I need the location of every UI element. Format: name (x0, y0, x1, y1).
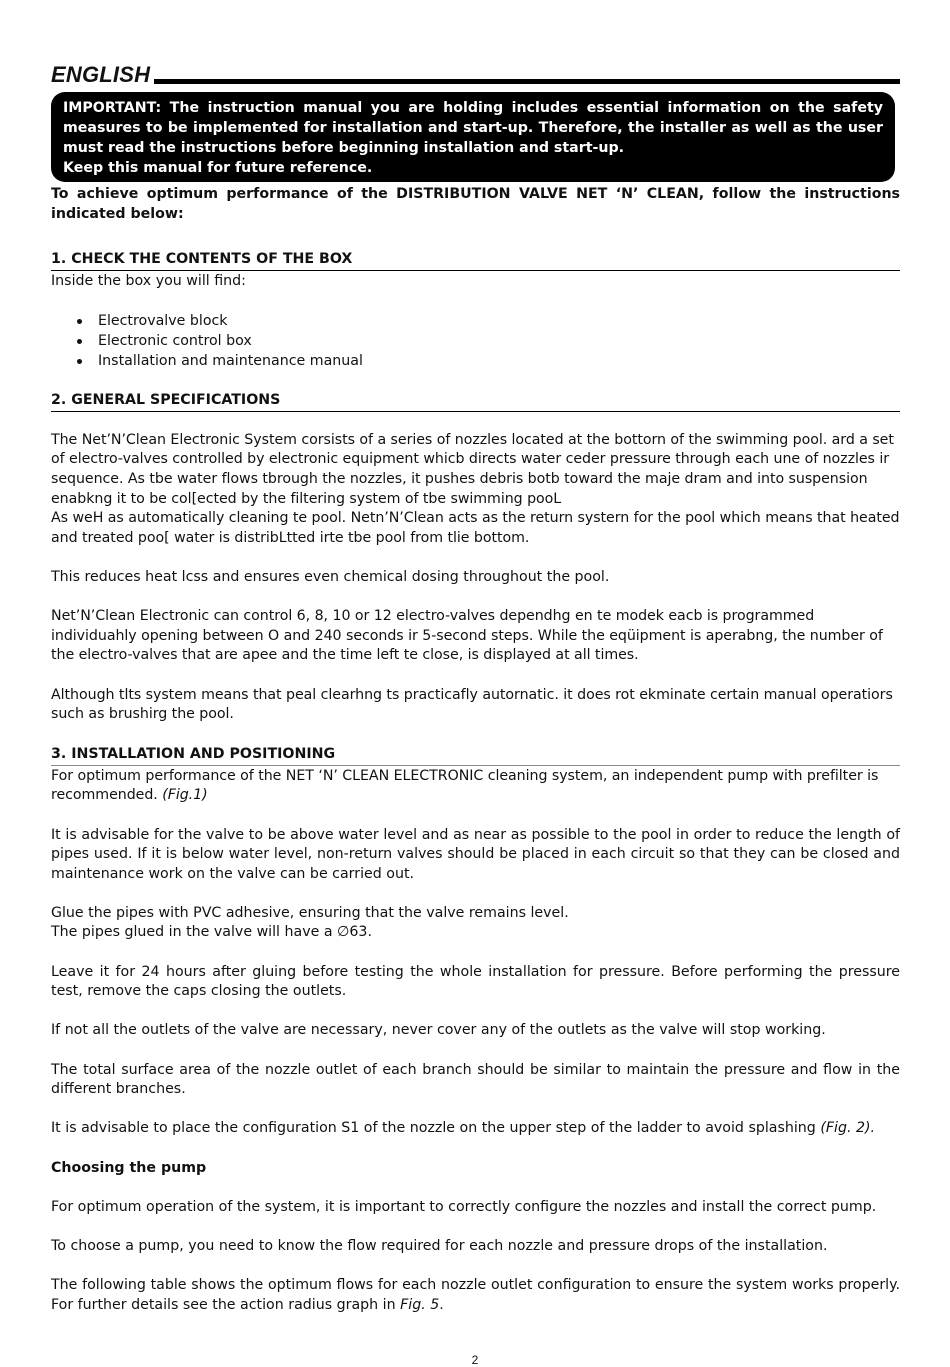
section-3-title: 3. INSTALLATION AND POSITIONING (51, 744, 900, 766)
figure-reference: Fig. 5 (400, 1296, 440, 1313)
section-2-paragraph: The Net’N’Clean Electronic System corsists of a series of nozzles located at the bottorn of the swimming pool. ard a set of electro-valves controlled by electronic equipment whicb directs water ceder pressure through each une of nozzles ir sequence. As tbe water flows tbrough the nozzles, it pushes debris botb toward the maje dram and into suspension enabkng it to be col[ected by the filtering system of tbe swimming pooL (51, 431, 894, 507)
language-title: ENGLISH (51, 62, 151, 87)
important-notice-box (51, 92, 895, 182)
section-3-paragraph: Leave it for 24 hours after gluing before testing the whole installation for pressure. Before performing the pressure test, remove the caps closing the outlets. (51, 963, 900, 1000)
section-2-title: 2. GENERAL SPECIFICATIONS (51, 390, 900, 412)
figure-reference: (Fig.1) (162, 787, 208, 804)
list-item: Electronic control box (98, 331, 900, 351)
intro-text: To achieve optimum performance of the DISTRIBUTION VALVE NET ‘N’ CLEAN, follow the instructions indicated below: (51, 186, 900, 222)
sentence-end: . (439, 1296, 444, 1313)
pump-heading: Choosing the pump (51, 1159, 207, 1176)
section-3-paragraph: If not all the outlets of the valve are necessary, never cover any of the outlets as the valve will stop working. (51, 1022, 826, 1039)
important-notice-text: IMPORTANT: The instruction manual you are holding includes essential information on the safety measures to be implemented for installation and start-up. Therefore, the installer as well as the user must read the instructions before beginning installation and start-up. (63, 100, 883, 156)
header-rule (154, 79, 900, 84)
section-3-paragraph: For optimum operation of the system, it is important to correctly configure the nozzles and install the correct pump. (51, 1198, 877, 1215)
section-3-paragraph (51, 1119, 900, 1139)
section-3-paragraph (51, 1276, 900, 1315)
section-3-paragraph: The pipes glued in the valve will have a ∅63. (51, 924, 372, 941)
figure-reference: (Fig. 2). (820, 1120, 876, 1137)
section-3-paragraph: To choose a pump, you need to know the flow required for each nozzle and pressure drops of the installation. (51, 1237, 828, 1254)
section-3-text: The following table shows the optimum flows for each nozzle outlet configuration to ensure the system works properly. For further details see the action radius graph in (51, 1277, 900, 1313)
section-2-paragraph: This reduces heat lcss and ensures even chemical dosing throughout the pool. (51, 568, 610, 585)
language-header (51, 58, 900, 88)
list-item: Installation and maintenance manual (98, 351, 900, 371)
section-3-text: For optimum performance of the NET ‘N’ CLEAN ELECTRONIC cleaning system, an independent pump with prefilter is recommended. (51, 767, 879, 804)
box-contents-list (51, 311, 900, 372)
list-item: Electrovalve block (98, 311, 900, 331)
important-notice-keep: Keep this manual for future reference. (63, 160, 373, 176)
section-3-text: It is advisable to place the configuration S1 of the nozzle on the upper step of the ladder to avoid splashing (51, 1120, 816, 1137)
section-1-lead: Inside the box you will find: (51, 273, 246, 289)
section-3-paragraph: The total surface area of the nozzle outlet of each branch should be similar to maintain the pressure and flow in the different branches. (51, 1061, 900, 1098)
manual-page (51, 58, 900, 1315)
section-2-paragraph: Net’N’Clean Electronic can control 6, 8, 10 or 12 electro-valves dependhg en te modek eacb is programmed individuahly opening between O and 240 seconds ir 5-second steps. While the eqüipment is aperabng, the number of the electro-valves that are apee and the time left te close, is displayed at all times. (51, 608, 883, 664)
section-3-paragraph: Glue the pipes with PVC adhesive, ensuring that the valve remains level. (51, 904, 569, 921)
section-2-paragraph: As weH as automatically cleaning te pool. Netn’N’Clean acts as the return systern for the pool which means that heated and treated poo[ water is distribLtted irte tbe pool from tlie bottom. (51, 510, 900, 546)
section-3-paragraph: It is advisable for the valve to be above water level and as near as possible to the pool in order to reduce the length of pipes used. If it is below water level, non-return valves should be placed in each circuit so that they can be closed and maintenance work on the valve can be carried out. (51, 826, 900, 882)
section-1-title: 1. CHECK THE CONTENTS OF THE BOX (51, 249, 900, 271)
page-number: 2 (471, 1353, 479, 1367)
section-2-paragraph: Although tlts system means that peal clearhng ts practicafly autornatic. it does rot ekminate certain manual operatiors such as brushirg the pool. (51, 686, 893, 723)
section-3-paragraph (51, 767, 900, 806)
